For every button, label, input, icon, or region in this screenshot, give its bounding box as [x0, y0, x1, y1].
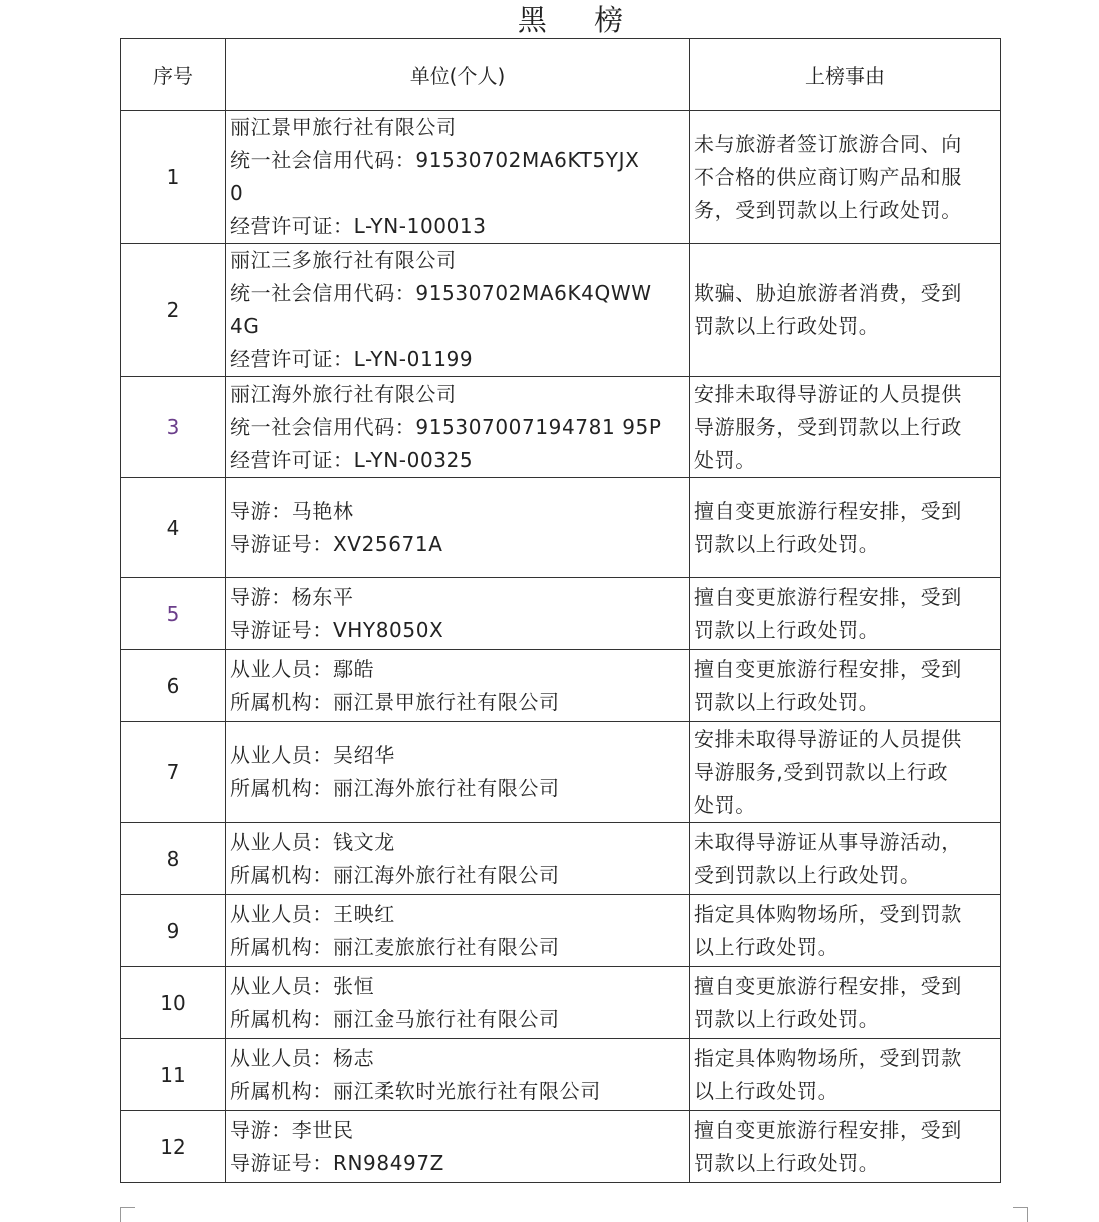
unit-line: 从业人员：钱文龙	[230, 829, 395, 854]
unit-line: 丽江景甲旅行社有限公司	[230, 115, 457, 139]
header-unit: 单位(个人)	[226, 39, 690, 111]
reason-line: 未取得导游证从事导游活动，	[694, 829, 962, 854]
row-unit	[226, 478, 690, 578]
row-reason	[690, 650, 1001, 722]
reason-line: 欺骗、胁迫旅游者消费，受到	[694, 281, 962, 305]
reason-line: 罚款以上行政处罚。	[694, 689, 880, 714]
reason-line: 不合格的供应商订购产品和服	[694, 164, 962, 189]
row-index: 1	[121, 111, 226, 244]
table-row	[121, 478, 1001, 578]
row-reason	[690, 244, 1001, 377]
unit-line: 导游：杨东平	[230, 584, 354, 609]
reason-line: 安排未取得导游证的人员提供	[694, 381, 962, 406]
row-reason	[690, 823, 1001, 895]
unit-line: 统一社会信用代码：915307007194781 95P	[230, 414, 662, 439]
row-unit	[226, 1039, 690, 1111]
row-reason	[690, 895, 1001, 967]
unit-line: 所属机构：丽江柔软时光旅行社有限公司	[230, 1078, 601, 1103]
reason-line: 未与旅游者签订旅游合同、向	[694, 131, 962, 156]
table-row	[121, 578, 1001, 650]
unit-line: 导游证号：VHY8050X	[230, 617, 444, 642]
row-reason	[690, 478, 1001, 578]
reason-line: 擅自变更旅游行程安排，受到	[694, 498, 962, 523]
table-row	[121, 895, 1001, 967]
row-index: 6	[121, 650, 226, 722]
row-index: 3	[121, 377, 226, 478]
unit-line: 所属机构：丽江景甲旅行社有限公司	[230, 689, 560, 714]
row-reason	[690, 967, 1001, 1039]
reason-line: 罚款以上行政处罚。	[694, 1150, 880, 1175]
reason-line: 以上行政处罚。	[694, 1078, 839, 1103]
row-reason	[690, 377, 1001, 478]
reason-line: 擅自变更旅游行程安排，受到	[694, 973, 962, 998]
unit-line: 统一社会信用代码：91530702MA6K4QWW	[230, 281, 652, 305]
reason-line: 受到罚款以上行政处罚。	[694, 862, 921, 887]
table-row	[121, 823, 1001, 895]
row-index: 9	[121, 895, 226, 967]
reason-line: 罚款以上行政处罚。	[694, 1006, 880, 1031]
unit-line: 统一社会信用代码：91530702MA6KT5YJX	[230, 148, 640, 172]
row-index: 7	[121, 722, 226, 823]
table-body	[121, 111, 1001, 1183]
blacklist-table	[120, 38, 1001, 1183]
row-index: 5	[121, 578, 226, 650]
reason-line: 导游服务,受到罚款以上行政	[694, 759, 949, 784]
row-reason	[690, 578, 1001, 650]
row-index: 11	[121, 1039, 226, 1111]
row-unit	[226, 377, 690, 478]
table-row	[121, 1111, 1001, 1183]
row-unit	[226, 1111, 690, 1183]
row-unit	[226, 722, 690, 823]
unit-line: 经营许可证：L-YN-100013	[230, 214, 487, 238]
table-row	[121, 650, 1001, 722]
reason-line: 务，受到罚款以上行政处罚。	[694, 197, 962, 222]
row-reason	[690, 1039, 1001, 1111]
row-reason	[690, 111, 1001, 244]
unit-line: 经营许可证：L-YN-00325	[230, 447, 474, 472]
row-unit	[226, 895, 690, 967]
row-reason	[690, 1111, 1001, 1183]
reason-line: 罚款以上行政处罚。	[694, 617, 880, 642]
table-row	[121, 111, 1001, 244]
row-unit	[226, 244, 690, 377]
reason-line: 导游服务，受到罚款以上行政	[694, 414, 962, 439]
reason-line: 处罚。	[694, 447, 756, 472]
unit-line: 所属机构：丽江麦旅旅行社有限公司	[230, 934, 560, 959]
table-row	[121, 1039, 1001, 1111]
page-title: 黑 榜	[517, 3, 630, 37]
unit-line: 从业人员：杨志	[230, 1045, 375, 1070]
unit-line: 所属机构：丽江海外旅行社有限公司	[230, 776, 560, 800]
row-reason	[690, 722, 1001, 823]
row-index: 2	[121, 244, 226, 377]
unit-line: 经营许可证：L-YN-01199	[230, 347, 474, 371]
row-index: 4	[121, 478, 226, 578]
unit-line: 所属机构：丽江金马旅行社有限公司	[230, 1006, 560, 1031]
row-index: 8	[121, 823, 226, 895]
unit-line: 从业人员：鄢皓	[230, 656, 375, 681]
reason-line: 处罚。	[694, 792, 756, 817]
row-index: 10	[121, 967, 226, 1039]
reason-line: 指定具体购物场所，受到罚款	[694, 901, 962, 926]
reason-line: 罚款以上行政处罚。	[694, 314, 880, 338]
unit-line: 从业人员：张恒	[230, 973, 375, 998]
unit-line: 0	[230, 181, 244, 205]
unit-line: 丽江三多旅行社有限公司	[230, 248, 457, 272]
unit-line: 导游：李世民	[230, 1117, 354, 1142]
table-header-row	[121, 39, 1001, 111]
unit-line: 导游证号：RN98497Z	[230, 1150, 444, 1175]
unit-line: 从业人员：吴绍华	[230, 743, 395, 767]
unit-line: 导游：马艳林	[230, 498, 354, 523]
unit-line: 4G	[230, 314, 260, 338]
row-unit	[226, 650, 690, 722]
unit-line: 从业人员：王映红	[230, 901, 395, 926]
row-unit	[226, 967, 690, 1039]
header-reason: 上榜事由	[690, 39, 1001, 111]
reason-line: 安排未取得导游证的人员提供	[694, 726, 962, 751]
reason-line: 擅自变更旅游行程安排，受到	[694, 1117, 962, 1142]
table-row	[121, 967, 1001, 1039]
table-row	[121, 377, 1001, 478]
row-unit	[226, 823, 690, 895]
table-row	[121, 722, 1001, 823]
reason-line: 擅自变更旅游行程安排，受到	[694, 584, 962, 609]
unit-line: 所属机构：丽江海外旅行社有限公司	[230, 862, 560, 887]
row-unit	[226, 578, 690, 650]
row-unit	[226, 111, 690, 244]
unit-line: 丽江海外旅行社有限公司	[230, 381, 457, 406]
reason-line: 擅自变更旅游行程安排，受到	[694, 656, 962, 681]
reason-line: 以上行政处罚。	[694, 934, 839, 959]
unit-line: 导游证号：XV25671A	[230, 531, 443, 556]
header-index: 序号	[121, 39, 226, 111]
reason-line: 罚款以上行政处罚。	[694, 531, 880, 556]
reason-line: 指定具体购物场所，受到罚款	[694, 1045, 962, 1070]
row-index: 12	[121, 1111, 226, 1183]
table-row	[121, 244, 1001, 377]
